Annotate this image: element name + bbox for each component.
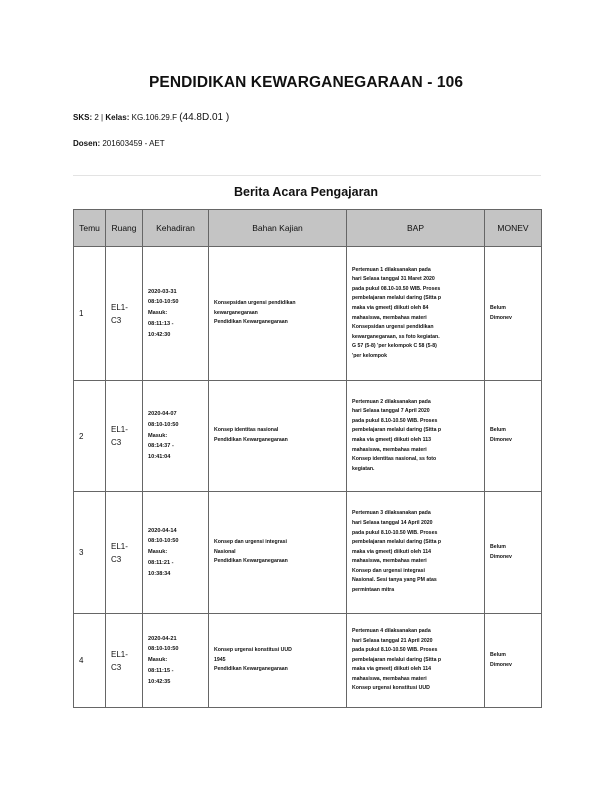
bap-line: Konsep identitas nasional, ss foto: [352, 456, 437, 463]
course-meta-line: [73, 112, 229, 123]
kehadiran-masuk-label: Masuk:: [148, 310, 168, 317]
ruang-cell: [106, 492, 143, 614]
monev-cell: [485, 381, 542, 492]
section-divider: [73, 175, 541, 176]
kehadiran-masuk-label: Masuk:: [148, 432, 168, 439]
table-row: [74, 247, 542, 381]
monev-cell: [485, 614, 542, 708]
kehadiran-out: 10:38:34: [148, 570, 171, 577]
bap-cell: [347, 381, 485, 492]
kehadiran-slot: 08:10-10:50: [148, 646, 179, 653]
temu-cell: 4: [74, 614, 106, 708]
kehadiran-date: 2020-03-31: [148, 288, 177, 295]
bahan-line: Konsep dan urgensi integrasi: [214, 539, 287, 546]
monev-cell: [485, 247, 542, 381]
bap-line: pembelajaran melalui daring (Sitta p: [352, 656, 442, 663]
bahan-line: Nasional: [214, 548, 236, 555]
bahan-line: Pendidikan Kewarganegaraan: [214, 437, 288, 443]
monev-line: Belum: [490, 427, 506, 434]
bap-line: maka via gmeet) diikuti oleh 114: [352, 548, 431, 555]
bahan-kajian-cell: [209, 381, 347, 492]
kehadiran-cell: [143, 614, 209, 708]
bap-table: [73, 209, 542, 708]
bap-line: G 57 (5-8) 'per kelompok C 58 (5-8): [352, 343, 437, 350]
kehadiran-masuk-label: Masuk:: [148, 549, 168, 556]
bap-line: kewarganegaraan, ss foto kegiatan.: [352, 333, 440, 340]
table-header-row: [74, 210, 542, 247]
bap-cell: [347, 614, 485, 708]
course-title: PENDIDIKAN KEWARGANEGARAAN - 106: [148, 74, 464, 91]
kehadiran-in: 08:11:13 -: [148, 320, 174, 327]
kehadiran-out: 10:41:04: [148, 454, 171, 461]
meta-separator: |: [101, 113, 104, 122]
kelas-code: (44.8D.01 ): [179, 112, 230, 123]
bap-line: Nasional. Sesi tanya yang PM atas: [352, 577, 437, 584]
monev-cell: [485, 492, 542, 614]
bap-line: Konsep dan urgensi integrasi: [352, 567, 425, 574]
ruang-line: C3: [111, 662, 122, 672]
dosen-line: [73, 139, 165, 148]
bap-line: maka via gmeet) diikuti oleh 113: [352, 437, 431, 443]
kelas-value: KG.106.29.F: [131, 113, 177, 122]
monev-line: Belum: [490, 304, 506, 311]
table-row: [74, 381, 542, 492]
monev-line: Dimonev: [490, 661, 512, 668]
header-bap: BAP: [347, 210, 485, 247]
bap-line: hari Selasa tanggal 21 April 2020: [352, 637, 433, 644]
header-temu: Temu: [74, 210, 106, 247]
bap-cell: [347, 492, 485, 614]
header-bahan-kajian: Bahan Kajian: [209, 210, 347, 247]
monev-line: Dimonev: [490, 553, 512, 560]
bahan-line: Konsep urgensi konstitusi UUD: [214, 647, 292, 654]
bap-line: pembelajaran melalui daring (Sitta p: [352, 427, 442, 434]
monev-line: Belum: [490, 651, 506, 658]
table-row: [74, 492, 542, 614]
bap-line: pada pukul 8.10-10.50 WIB. Proses: [352, 647, 438, 654]
ruang-line: C3: [111, 438, 122, 447]
section-title: Berita Acara Pengajaran: [233, 185, 379, 199]
bap-line: mahasiswa, membahas materi: [352, 558, 427, 565]
bap-line: maka via gmeet) diikuti oleh 84: [352, 304, 429, 311]
ruang-cell: [106, 614, 143, 708]
bahan-line: Pendidikan Kewarganegaraan: [214, 319, 288, 326]
bap-line: hari Selasa tanggal 31 Maret 2020: [352, 276, 435, 283]
monev-line: Belum: [490, 543, 506, 550]
header-kehadiran: Kehadiran: [143, 210, 209, 247]
bahan-line: Konsep identitas nasional: [214, 427, 279, 434]
dosen-label: Dosen:: [73, 139, 101, 148]
bap-line: 'per kelompok: [352, 352, 387, 359]
bap-line: pada pukul 8.10-10.50 WIB. Proses: [352, 529, 438, 536]
kehadiran-cell: [143, 247, 209, 381]
bap-line: hari Selasa tanggal 14 April 2020: [352, 519, 433, 526]
header-ruang: Ruang: [106, 210, 143, 247]
kelas-label: Kelas:: [105, 113, 130, 122]
temu-cell: 1: [74, 247, 106, 381]
bap-cell: [347, 247, 485, 381]
kehadiran-date: 2020-04-07: [148, 411, 177, 417]
bahan-kajian-cell: [209, 492, 347, 614]
bap-line: mahasiswa, membahas materi: [352, 314, 427, 321]
table-row: [74, 614, 542, 708]
ruang-cell: [106, 381, 143, 492]
kehadiran-date: 2020-04-21: [148, 635, 177, 642]
kehadiran-in: 08:11:15 -: [148, 667, 174, 674]
kehadiran-slot: 08:10-10:50: [148, 299, 179, 306]
bap-line: Konsep urgensi konstitusi UUD: [352, 685, 430, 692]
header-monev: MONEV: [485, 210, 542, 247]
sks-value: 2: [94, 113, 99, 122]
bap-line: Pertemuan 2 dilaksanakan pada: [352, 398, 431, 405]
ruang-line: EL1-: [111, 425, 128, 434]
bahan-line: Pendidikan Kewarganegaraan: [214, 666, 288, 673]
bap-line: Pertemuan 3 dilaksanakan pada: [352, 510, 431, 517]
bap-line: pembelajaran melalui daring (Sitta p: [352, 295, 442, 302]
bahan-line: 1945: [214, 656, 226, 663]
kehadiran-cell: [143, 492, 209, 614]
kehadiran-out: 10:42:35: [148, 678, 171, 685]
sks-label: SKS:: [73, 113, 93, 122]
ruang-line: EL1-: [111, 541, 128, 551]
bahan-line: kewarganegaraan: [214, 309, 258, 316]
bap-line: pembelajaran melalui daring (Sitta p: [352, 539, 442, 546]
bap-line: mahasiswa, membahas materi: [352, 446, 427, 453]
bap-line: Konsepsidan urgensi pendidikan: [352, 324, 434, 331]
temu-cell: 2: [74, 381, 106, 492]
bap-line: Pertemuan 1 dilaksanakan pada: [352, 266, 431, 273]
bap-line: kegiatan.: [352, 465, 375, 472]
kehadiran-in: 08:14:37 -: [148, 443, 174, 450]
bahan-kajian-cell: [209, 247, 347, 381]
kehadiran-out: 10:42:30: [148, 331, 171, 338]
bap-line: pada pukul 08.10-10.50 WIB. Proses: [352, 285, 441, 292]
ruang-line: EL1-: [111, 302, 128, 312]
kehadiran-slot: 08:10-10:50: [148, 538, 179, 545]
temu-cell: 3: [74, 492, 106, 614]
monev-line: Dimonev: [490, 437, 512, 443]
kehadiran-in: 08:11:21 -: [148, 559, 174, 566]
bahan-kajian-cell: [209, 614, 347, 708]
dosen-value: 201603459 - AET: [102, 139, 165, 148]
ruang-cell: [106, 247, 143, 381]
ruang-line: C3: [111, 554, 122, 564]
bap-line: pada pukul 8.10-10.50 WIB. Proses: [352, 417, 438, 424]
bahan-line: Konsepsidan urgensi pendidikan: [214, 300, 296, 307]
bap-line: mahasiswa, membahas materi: [352, 675, 427, 682]
bap-line: maka via gmeet) diikuti oleh 114: [352, 666, 431, 673]
bap-line: hari Selasa tanggal 7 April 2020: [352, 408, 430, 415]
bahan-line: Pendidikan Kewarganegaraan: [214, 558, 288, 565]
kehadiran-date: 2020-04-14: [148, 527, 177, 534]
monev-line: Dimonev: [490, 314, 512, 321]
kehadiran-slot: 08:10-10:50: [148, 421, 179, 428]
kehadiran-masuk-label: Masuk:: [148, 657, 168, 664]
ruang-line: EL1-: [111, 649, 128, 659]
kehadiran-cell: [143, 381, 209, 492]
bap-line: Pertemuan 4 dilaksanakan pada: [352, 627, 431, 634]
bap-line: permintaan mitra: [352, 587, 395, 594]
ruang-line: C3: [111, 315, 122, 325]
